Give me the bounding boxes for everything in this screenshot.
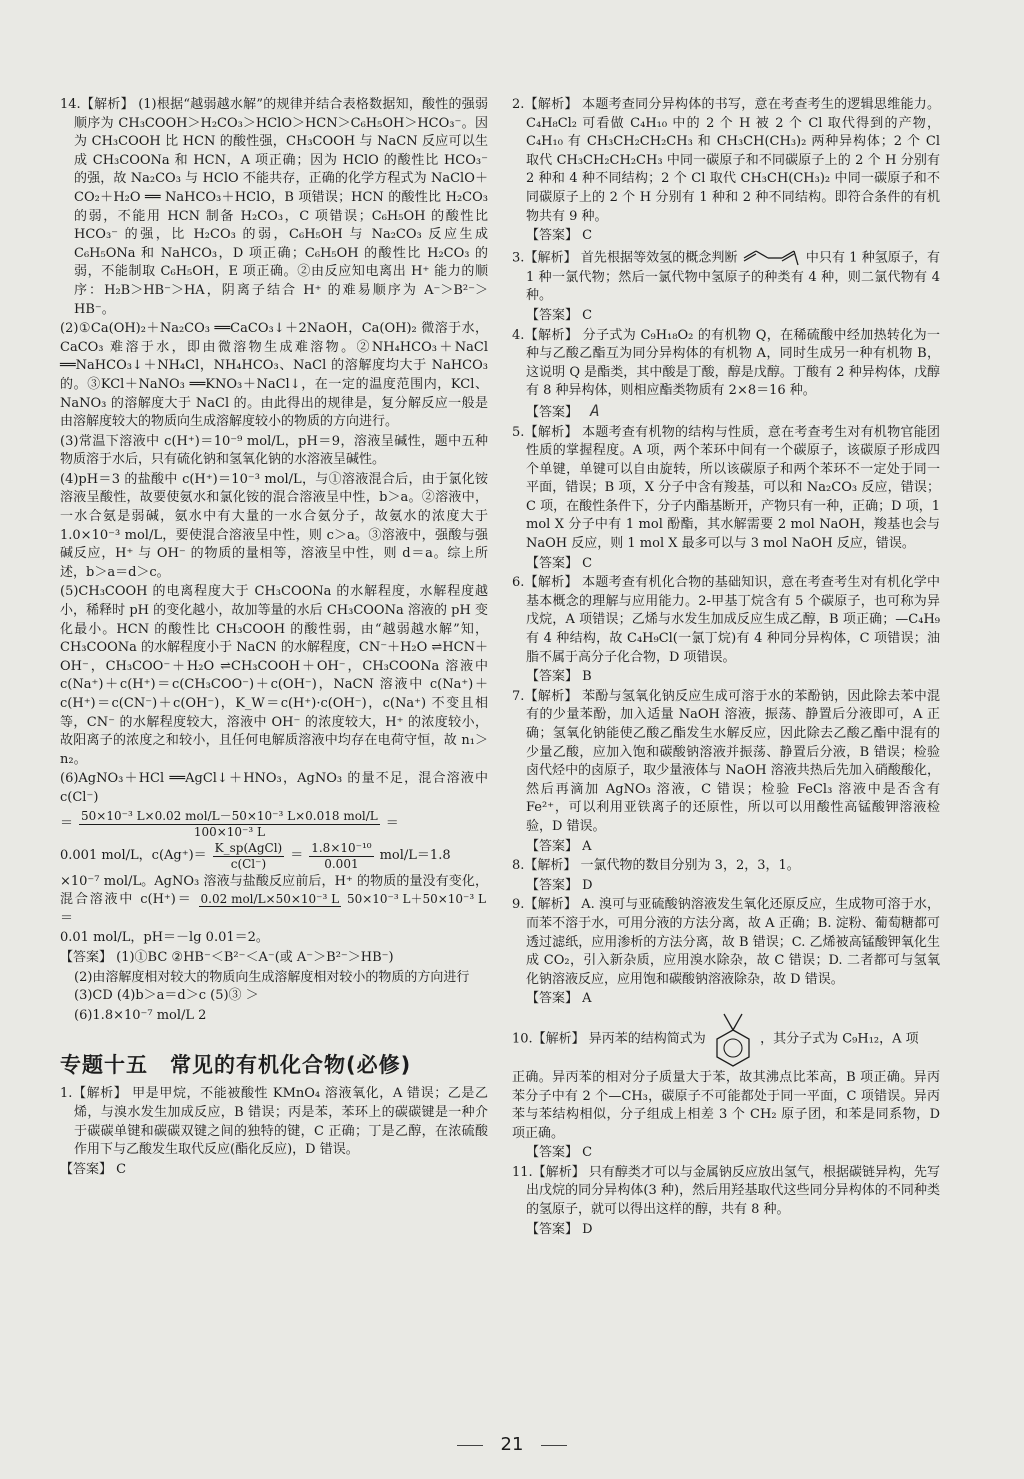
q14-p8: 0.01 mol/L，pH＝－lg 0.01＝2。 (60, 930, 269, 946)
fraction-denominator: 50×10⁻³ L＋50×10⁻³ L (346, 892, 486, 907)
q14-p2: (2)①Ca(OH)₂＋Na₂CO₃ ══CaCO₃↓＋2NaOH，Ca(OH)₂ 微溶于水，CaCO₃ 难溶于水，即由微溶物生成难溶物。②NH₄HCO₃＋NaCl ══NaHCO₃↓＋NH₄Cl，NH₄HCO₃、NaCl 的溶解度均大于 NaHCO₃ 的。③KCl＋NaNO₃ ══KNO₃＋NaCl↓，在一定的温度范围内，KCl、NaNO₃ 的溶解度大于 NaCl 的。由此得出的规律是，复分解反应一般是由溶解度较大的物质向生成溶解度较小的物质的方向进行。 (60, 321, 488, 430)
paragraph-text: 中只有 1 种氢原子，有 1 种一氯代物；然后一氯代物中氢原子的种类有 4 种，则二氯代物有 4 种。 (526, 250, 940, 304)
fraction-cl (79, 809, 380, 840)
q7-analysis: 7.【解析】 苯酚与氢氧化钠反应生成可溶于水的苯酚钠，因此除去苯中混有的少量苯酚，加入适量 NaOH 溶液，振荡、静置后分液即可，A 正确；氢氧化钠能使乙酸乙酯发生水解反应，因此除去乙酸乙酯中混有的少量乙酸，应加入饱和碳酸钠溶液并振荡、静置后分液，B 错误；检验卤代烃中的卤原子，取少量液体与 NaOH 溶液共热后先加入硝酸酸化，然后再滴加 AgNO₃ 溶液，C 错误；检验 FeCl₃ 溶液中是否含有 Fe²⁺，可以利用亚铁离子的还原性，所以可以用酸性高锰酸钾溶液检验，D 错误。 (512, 688, 940, 834)
left-column (60, 96, 488, 1180)
fraction-value (309, 841, 373, 872)
formula-ag (60, 841, 488, 872)
page-number: 21 (500, 1434, 524, 1455)
q8-analysis: 8.【解析】 一氯代物的数目分别为 3，2，3，1。 (512, 858, 800, 874)
q9-analysis: 9.【解析】 A. 溴可与亚硫酸钠溶液发生氧化还原反应，生成物可溶于水，而苯不溶于水，可用分液的方法分离，故 A 正确；B. 淀粉、葡萄糖都可透过滤纸，应用渗析的方法分离，故 B 错误；C. 乙烯被高锰酸钾氧化生成 CO₂，引入新杂质，应用溴水除杂，故 C 错误；D. 二者都可与氢氧化钠溶液反应，应用饱和碳酸钠溶液除杂，故 D 错误。 (512, 897, 940, 987)
q9-answer: 【答案】 A (526, 991, 592, 1007)
fraction-denominator: 100×10⁻³ L (193, 824, 265, 839)
formula-text: mol/L＝1.8 (379, 847, 451, 863)
q14-p7 (60, 873, 488, 929)
q14-p4: (4)pH＝3 的盐酸中 c(H⁺)＝10⁻³ mol/L，与①溶液混合后，由于氯化铵溶液呈酸性，故要使氨水和氯化铵的混合溶液呈中性，b＞a。②溶液中，一水合氨是弱碱，氨水中有大量的一水合氨分子，故氨水的浓度大于 1.0×10⁻³ mol/L，要使混合溶液呈中性，则 c＞a。③溶液中，强酸与强碱反应，H⁺ 与 OH⁻ 的物质的量相等，溶液呈中性，则 d＝a。综上所述，b＞a＝d＞c。 (60, 471, 488, 580)
fraction-denominator: 0.001 (324, 856, 359, 871)
paragraph-text: 3.【解析】 首先根据等效氢的概念判断 (512, 250, 738, 266)
handwritten-scribble: A (590, 400, 602, 420)
q1-answer: 【答案】 C (60, 1161, 127, 1177)
q10-analysis (512, 1010, 940, 1068)
q10-answer: 【答案】 C (526, 1145, 593, 1161)
formula-text: ＝ (290, 847, 304, 863)
q7-answer: 【答案】 A (526, 838, 592, 854)
formula-text: 0.001 mol/L，c(Ag⁺)＝ (60, 847, 207, 863)
footer-rule-left (457, 1445, 483, 1446)
paragraph-text: ×10⁻⁷ mol/L。AgNO₃ 溶液与盐酸反应前后，H⁺ 的物质的量没有变化，混合溶液中 c(H⁺)＝ (60, 873, 488, 908)
q14-answer-3: (6)1.8×10⁻⁷ mol/L 2 (74, 1007, 207, 1023)
q14-answer-1: 【答案】 (1)①BC ②HB⁻＜B²⁻＜A⁻(或 A⁻＞B²⁻＞HB⁻) (60, 949, 394, 965)
q14-p1: 14.【解析】 (1)根据“越弱越水解”的规律并结合表格数据知，酸性的强弱顺序为 CH₃COOH＞H₂CO₃＞HClO＞HCN＞C₆H₅OH＞HCO₃⁻。因为 CH₃COOH 比 HCN 的酸性强，CH₃COOH 与 NaCN 反应可以生成 CH₃COONa 和 HCN，A 项正确；因为 HClO 的酸性比 HCO₃⁻ 的强，故 Na₂CO₃ 与 HClO 不能共存，正确的化学方程式为 NaClO＋CO₂＋H₂O ══ NaHCO₃＋HClO，B 项错误；HCN 的酸性比 H₂CO₃ 的弱，不能用 HCN 制备 H₂CO₃，C 项错误；C₆H₅OH 的酸性比 HCO₃⁻ 的强，比 H₂CO₃ 的弱，C₆H₅OH 与 Na₂CO₃ 反应生成 C₆H₅ONa 和 NaHCO₃，D 项正确；C₆H₅OH 的酸性比 H₂CO₃ 的弱，不能制取 C₆H₅OH，E 项正确。②由反应知电离出 H⁺ 能力的顺序：H₂B＞HB⁻＞HA，阴离子结合 H⁺ 的难易顺序为 A⁻＞B²⁻＞HB⁻。 (60, 97, 488, 317)
isopropylbenzene-structure-icon (710, 1010, 756, 1068)
q14-p5: (5)CH₃COOH 的电离程度大于 CH₃COONa 的水解程度，水解程度越小，稀释时 pH 的变化越小，故加等量的水后 CH₃COONa 溶液的 pH 变化最小。HCN 的酸性比 CH₃COOH 的酸性弱，由“越弱越水解”知，CH₃COONa 的水解程度小于 NaCN 的水解程度，CN⁻＋H₂O ⇌HCN＋OH⁻，CH₃COO⁻＋H₂O ⇌CH₃COOH＋OH⁻，CH₃COONa 溶液中 c(Na⁺)＋c(H⁺)＝c(CH₃COO⁻)＋c(OH⁻)，NaCN 溶液中 c(Na⁺)＋c(H⁺)＝c(CN⁻)＋c(OH⁻)，K_W＝c(H⁺)·c(OH⁻)，c(Na⁺) 不变且相等，CN⁻ 的水解程度较大，溶液中 OH⁻ 的浓度较大，H⁺ 的浓度较小，故阳离子的浓度之和较小，且任何电解质溶液中均存在电荷守恒，故 n₁＞n₂。 (60, 584, 488, 767)
q4-answer (526, 402, 940, 423)
diene-structure-icon (742, 247, 802, 269)
answer-label: 【答案】 (526, 404, 579, 420)
section-title: 专题十五 常见的有机化合物(必修) (60, 1053, 412, 1078)
q5-analysis: 5.【解析】 本题考查有机物的结构与性质，意在考查考生对有机物官能团性质的掌握程度。A 项，两个苯环中间有一个碳原子，该碳原子形成四个单键，单键可以自由旋转，所以该碳原子和两个苯环不一定处于同一平面，错误；B 项，X 分子中含有羧基，可以和 Na₂CO₃ 反应，错误；C 项，在酸性条件下，分子内酯基断开，产物只有一种，正确；D 项，1 mol X 分子中有 1 mol 酚酯，其水解需要 2 mol NaOH，羧基也会与 NaOH 反应，则 1 mol X 最多可以与 3 mol NaOH 反应，错误。 (512, 424, 940, 552)
q6-analysis: 6.【解析】 本题考查有机化合物的基础知识，意在考查考生对有机化学中基本概念的理解与应用能力。2-甲基丁烷含有 5 个碳原子，也可称为异戊烷，A 项错误；乙烯与水发生加成反应生成乙醇，B 项正确；—C₄H₉ 有 4 种结构，故 C₄H₉Cl(一氯丁烷)有 4 种同分异构体，C 项错误；油脂不属于高分子化合物，D 项错误。 (512, 575, 940, 665)
q3-answer: 【答案】 C (526, 307, 593, 323)
q11-analysis: 11.【解析】 只有醇类才可以与金属钠反应放出氢气，根据碳链异构，先写出戊烷的同分异构体(3 种)，然后用羟基取代这些同分异构体的不同种类的氢原子，就可以得出这样的醇，共有 8 种。 (512, 1164, 940, 1218)
q11-answer: 【答案】 D (526, 1221, 593, 1237)
fraction-numerator: 0.02 mol/L×50×10⁻³ L (200, 892, 340, 907)
q3-analysis (512, 247, 940, 306)
fraction-denominator: c(Cl⁻) (230, 856, 267, 871)
fraction-numerator: 1.8×10⁻¹⁰ (311, 840, 372, 855)
fraction-h (199, 892, 488, 907)
q14-p6: (6)AgNO₃＋HCl ══AgCl↓＋HNO₃，AgNO₃ 的量不足，混合溶液中 c(Cl⁻) (60, 771, 488, 805)
q2-analysis: 2.【解析】 本题考查同分异构体的书写，意在考查考生的逻辑思维能力。C₄H₈Cl₂ 可看做 C₄H₁₀ 中的 2 个 H 被 2 个 Cl 取代得到的产物，C₄H₁₀ 有 CH₃CH₂CH₂CH₃ 和 CH₃CH(CH₃)₂ 两种异构体；2 个 Cl 取代 CH₃CH₂CH₂CH₃ 中同一碳原子和不同碳原子上的 2 个 H 分别有 2 种和 4 种不同结构；2 个 Cl 取代 CH₃CH(CH₃)₂ 中同一碳原子和不同碳原子上的 2 个 H 分别有 1 种和 2 种不同结构。即符合条件的有机物共有 9 种。 (512, 97, 940, 224)
fraction-ksp (213, 841, 285, 872)
q5-answer: 【答案】 C (526, 555, 593, 571)
q8-answer: 【答案】 D (526, 877, 593, 893)
paragraph-text: 10.【解析】 异丙苯的结构简式为 (512, 1031, 706, 1047)
paragraph-text: ，其分子式为 C₉H₁₂，A 项 (760, 1031, 919, 1047)
q4-analysis: 4.【解析】 分子式为 C₉H₁₈O₂ 的有机物 Q，在稀硫酸中经加热转化为一种与乙酸乙酯互为同分异构体的有机物 A，同时生成另一种有机物 B，这说明 Q 是酯类，其中酸是丁酸，醇是戊醇。丁酸有 2 种异构体，戊醇有 8 种异构体，则相应酯类物质有 2×8＝16 种。 (512, 327, 940, 399)
q1-analysis: 1.【解析】 甲是甲烷，不能被酸性 KMnO₄ 溶液氧化，A 错误；乙是乙烯，与溴水发生加成反应，B 错误；丙是苯，苯环上的碳碳键是一种介于碳碳单键和碳碳双键之间的独特的键，C 正确；丁是乙醇，在浓硫酸作用下与乙酸发生取代反应(酯化反应)，D 错误。 (60, 1086, 488, 1158)
footer-rule-right (541, 1445, 567, 1446)
formula-cl: ＝ $\frac{\text{50×10⁻³ L×0.02 mol/L－50×10⁻³ L×0.018 mol/L}}{\text{100×10⁻³ L}}$ ＝ (60, 808, 399, 839)
right-column (512, 96, 940, 1240)
q2-answer: 【答案】 C (526, 228, 593, 244)
page-footer (0, 1434, 1024, 1455)
q14-p3: (3)常温下溶液中 c(H⁺)＝10⁻⁹ mol/L，pH＝9，溶液呈碱性，题中五种物质溶于水后，只有硫化钠和氢氧化钠的水溶液呈碱性。 (60, 433, 488, 468)
formula-text: ＝ (60, 910, 74, 926)
fraction-numerator: K_sp(AgCl) (214, 840, 283, 855)
q6-answer: 【答案】 B (526, 669, 592, 685)
q14-answer-2: (2)由溶解度相对较大的物质向生成溶解度相对较小的物质的方向进行 (3)CD (4)b＞a＝d＞c (5)③ ＞ (74, 969, 470, 1004)
fraction-numerator: 50×10⁻³ L×0.02 mol/L－50×10⁻³ L×0.018 mol/L (81, 808, 378, 823)
q10-continuation: 正确。异丙苯的相对分子质量大于苯，故其沸点比苯高，B 项正确。异丙苯分子中有 2 个—CH₃，碳原子不可能都处于同一平面，C 项错误。异丙苯与苯结构相似，分子组成上相差 3 个 CH₂ 原子团，和苯是同系物，D 项正确。 (512, 1069, 940, 1141)
